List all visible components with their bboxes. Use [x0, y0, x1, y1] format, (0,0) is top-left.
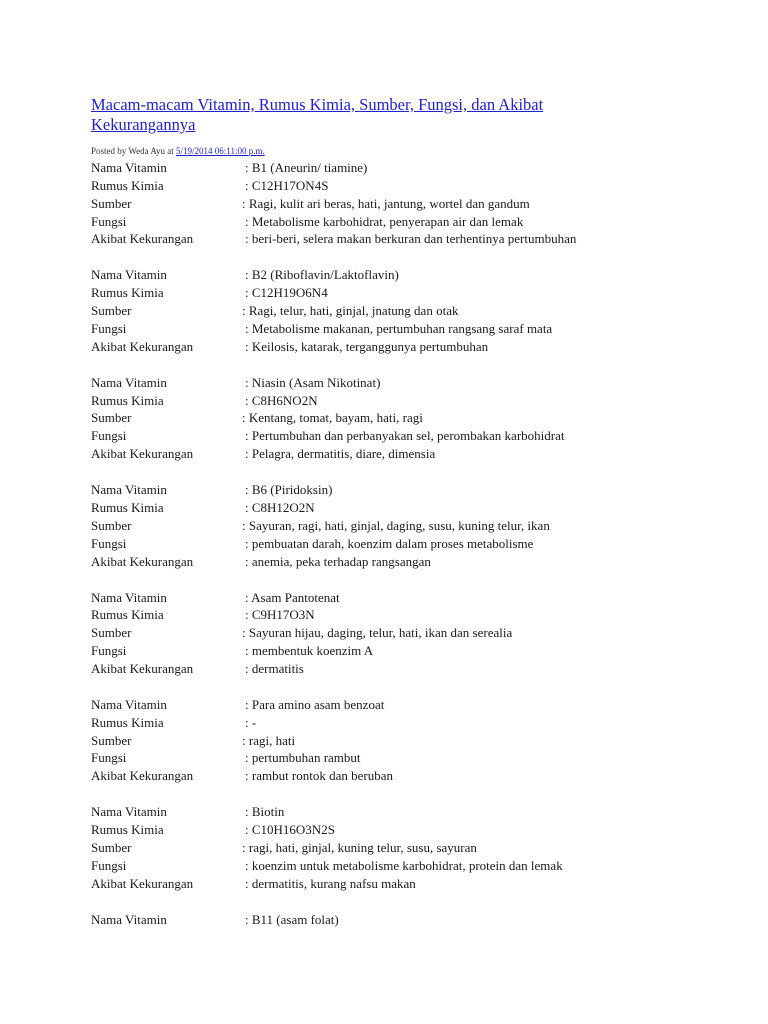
vitamin-function: : membentuk koenzim A	[245, 643, 374, 659]
field-label: Akibat Kekurangan	[91, 338, 194, 354]
deficiency-effect: : beri-beri, selera makan berkuran dan terhentinya pertumbuhan	[245, 231, 577, 247]
vitamin-function: : Metabolisme makanan, pertumbuhan rangsang saraf mata	[245, 320, 553, 336]
vitamin-name: : B11 (asam folat)	[245, 911, 339, 927]
vitamin-name: : B2 (Riboflavin/Laktoflavin)	[245, 267, 399, 283]
field-label: Rumus Kimia	[91, 822, 164, 838]
deficiency-row	[91, 445, 731, 463]
formula-row	[91, 606, 731, 624]
function-row	[91, 857, 731, 875]
formula-row	[91, 284, 731, 302]
formula-row	[91, 392, 731, 410]
field-label: Akibat Kekurangan	[91, 660, 194, 676]
vitamin-function: : pembuatan darah, koenzim dalam proses metabolisme	[245, 535, 534, 551]
chemical-formula: : C8H6NO2N	[245, 392, 318, 408]
vitamin-entry	[91, 696, 731, 803]
field-label: Sumber	[91, 625, 132, 641]
vitamin-name: : B6 (Piridoksin)	[245, 482, 333, 498]
source-row	[91, 195, 731, 213]
vitamin-name-row	[91, 589, 731, 607]
field-label: Akibat Kekurangan	[91, 446, 194, 462]
deficiency-effect: : Keilosis, katarak, terganggunya pertumbuhan	[245, 338, 489, 354]
vitamin-entry	[91, 911, 731, 1018]
vitamin-name: : Para amino asam benzoat	[245, 696, 385, 712]
vitamin-function: : pertumbuhan rambut	[245, 750, 361, 766]
vitamin-name-row	[91, 696, 731, 714]
formula-row	[91, 821, 731, 839]
vitamin-entry	[91, 159, 731, 266]
vitamin-source: : Kentang, tomat, bayam, hati, ragi	[242, 410, 423, 426]
field-label: Fungsi	[91, 213, 127, 229]
field-label: Sumber	[91, 410, 132, 426]
field-label: Sumber	[91, 840, 132, 856]
field-label: Fungsi	[91, 643, 127, 659]
vitamin-name-row	[91, 911, 731, 929]
function-row	[91, 535, 731, 553]
vitamin-name: : Niasin (Asam Nikotinat)	[245, 374, 381, 390]
vitamin-name: : Biotin	[245, 804, 285, 820]
deficiency-row	[91, 230, 731, 248]
vitamin-name-row	[91, 159, 731, 177]
deficiency-row	[91, 875, 731, 893]
vitamin-entry	[91, 481, 731, 588]
field-label: Akibat Kekurangan	[91, 768, 194, 784]
post-date-link[interactable]: 5/19/2014 06:11:00 p.m.	[176, 146, 265, 156]
chemical-formula: : C12H19O6N4	[245, 285, 328, 301]
field-label: Fungsi	[91, 857, 127, 873]
field-label: Sumber	[91, 303, 132, 319]
deficiency-effect: : Pelagra, dermatitis, diare, dimensia	[245, 446, 436, 462]
field-label: Nama Vitamin	[91, 696, 167, 712]
vitamin-name-row	[91, 481, 731, 499]
function-row	[91, 642, 731, 660]
field-label: Fungsi	[91, 535, 127, 551]
vitamin-source: : Ragi, telur, hati, ginjal, jnatung dan otak	[242, 303, 459, 319]
vitamin-entry	[91, 374, 731, 481]
field-label: Sumber	[91, 732, 132, 748]
field-label: Nama Vitamin	[91, 267, 167, 283]
formula-row	[91, 499, 731, 517]
chemical-formula: : C12H17ON4S	[245, 177, 329, 193]
field-label: Fungsi	[91, 428, 127, 444]
vitamin-name-row	[91, 266, 731, 284]
deficiency-row	[91, 338, 731, 356]
deficiency-effect: : anemia, peka terhadap rangsangan	[245, 553, 431, 569]
posted-by-text: Posted by Weda Ayu at	[91, 146, 177, 156]
field-label: Rumus Kimia	[91, 285, 164, 301]
source-row	[91, 517, 731, 535]
field-label: Nama Vitamin	[91, 804, 167, 820]
field-label: Rumus Kimia	[91, 500, 164, 516]
vitamin-name: : B1 (Aneurin/ tiamine)	[245, 160, 368, 175]
function-row	[91, 427, 731, 445]
chemical-formula: : -	[245, 714, 257, 730]
function-row	[91, 320, 731, 338]
field-label: Nama Vitamin	[91, 482, 167, 498]
chemical-formula: : C8H12O2N	[245, 500, 315, 516]
post-meta	[91, 146, 265, 157]
vitamin-source: : Sayuran hijau, daging, telur, hati, ikan dan serealia	[242, 625, 513, 641]
source-row	[91, 302, 731, 320]
field-label: Rumus Kimia	[91, 177, 164, 193]
field-label: Akibat Kekurangan	[91, 875, 194, 891]
field-label: Sumber	[91, 517, 132, 533]
vitamin-list	[91, 159, 731, 1018]
deficiency-effect: : dermatitis	[245, 660, 304, 676]
field-label: Nama Vitamin	[91, 589, 167, 605]
source-row	[91, 409, 731, 427]
field-label: Nama Vitamin	[91, 160, 167, 175]
vitamin-entry	[91, 266, 731, 373]
chemical-formula: : C10H16O3N2S	[245, 822, 335, 838]
function-row	[91, 749, 731, 767]
vitamin-source: : Sayuran, ragi, hati, ginjal, daging, susu, kuning telur, ikan	[242, 517, 550, 533]
source-row	[91, 624, 731, 642]
field-label: Nama Vitamin	[91, 374, 167, 390]
field-label: Rumus Kimia	[91, 392, 164, 408]
source-row	[91, 732, 731, 750]
vitamin-function: : Metabolisme karbohidrat, penyerapan air dan lemak	[245, 213, 524, 229]
deficiency-row	[91, 553, 731, 571]
vitamin-source: : ragi, hati	[242, 732, 296, 748]
field-label: Sumber	[91, 195, 132, 211]
deficiency-effect: : dermatitis, kurang nafsu makan	[245, 875, 416, 891]
post-title-link[interactable]: Macam-macam Vitamin, Rumus Kimia, Sumber, Fungsi, dan Akibat Kekurangannya	[91, 95, 544, 134]
field-label: Fungsi	[91, 320, 127, 336]
vitamin-function: : koenzim untuk metabolisme karbohidrat, protein dan lemak	[245, 857, 563, 873]
vitamin-source: : ragi, hati, ginjal, kuning telur, susu, sayuran	[242, 840, 477, 856]
vitamin-name: : Asam Pantotenat	[245, 589, 340, 605]
deficiency-row	[91, 660, 731, 678]
formula-row	[91, 714, 731, 732]
field-label: Akibat Kekurangan	[91, 231, 194, 247]
chemical-formula: : C9H17O3N	[245, 607, 315, 623]
function-row	[91, 213, 731, 231]
vitamin-entry	[91, 589, 731, 696]
field-label: Fungsi	[91, 750, 127, 766]
field-label: Rumus Kimia	[91, 607, 164, 623]
vitamin-entry	[91, 803, 731, 910]
field-label: Rumus Kimia	[91, 714, 164, 730]
vitamin-source: : Ragi, kulit ari beras, hati, jantung, wortel dan gandum	[242, 195, 530, 211]
formula-row	[91, 177, 731, 195]
field-label: Akibat Kekurangan	[91, 553, 194, 569]
deficiency-effect: : rambut rontok dan beruban	[245, 768, 394, 784]
vitamin-name-row	[91, 374, 731, 392]
deficiency-row	[91, 767, 731, 785]
vitamin-name-row	[91, 803, 731, 821]
vitamin-function: : Pertumbuhan dan perbanyakan sel, perombakan karbohidrat	[245, 428, 565, 444]
field-label: Nama Vitamin	[91, 911, 167, 927]
source-row	[91, 839, 731, 857]
